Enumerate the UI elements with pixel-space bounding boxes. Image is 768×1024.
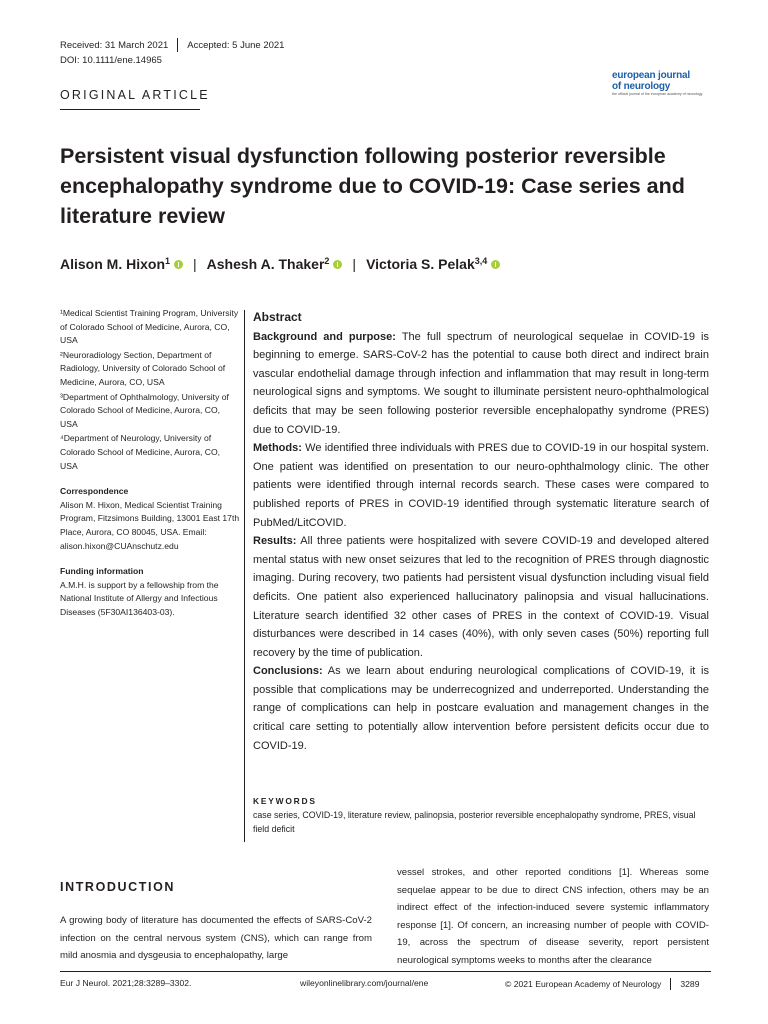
correspondence-text: Alison M. Hixon, Medical Scientist Training Program, Fitzsimons Building, 13001 East 17th Place, Aurora, CO 80045, USA. Email: alison.hixon@CUAnschutz.edu (60, 499, 240, 551)
doi[interactable]: DOI: 10.1111/ene.14965 (60, 55, 162, 66)
author-divider: | (193, 256, 197, 272)
section-label: ORIGINAL ARTICLE (60, 88, 210, 102)
page-number: 3289 (680, 979, 700, 989)
abstract-methods: Methods: We identified three individuals with PRES due to COVID-19 in our hospital system. One patient was identified on presentation to our neuro-ophthalmology clinic. The other patients were identified through internal records search. These cases were compared to published reports of PRES in COVID-19 identified through systematic literature search of PubMed/LitCOVID. (253, 442, 709, 529)
affiliation: ³Department of Ophthalmology, University of Colorado School of Medicine, Aurora, CO, USA (60, 391, 229, 429)
author-name[interactable]: Ashesh A. Thaker$^2$ (206, 256, 330, 272)
funding-text: A.M.H. is support by a fellowship from the National Institute of Allergy and Infectious Diseases (5F30AI136403-03). (60, 579, 219, 617)
sidebar-affiliations (60, 307, 240, 619)
footer-right (505, 978, 699, 990)
section-rule (60, 109, 200, 110)
logo-line-2: of neurology (612, 81, 671, 92)
author-name[interactable]: Alison M. Hixon$^1$ (60, 256, 171, 272)
author-list (60, 256, 500, 272)
abstract-results: Results: All three patients were hospitalized with severe COVID-19 and developed altered mental status with new onset seizures that led to the recognition of PRES through diagnostic imaging. During recovery, two patients had persistent visual dysfunction including visual field deficits. One patient also experienced hallucinatory palinopsia and visual hallucinations. Literature search identified 32 other cases of PRES in the context of COVID-19. Visual disturbances were described in 14 cases (40%), with only seven cases (50%) reporting full recovery by the time of publication. (253, 535, 710, 659)
orcid-icon[interactable] (491, 260, 500, 269)
footer-citation: Eur J Neurol. 2021;28:3289–3302. (60, 978, 192, 988)
introduction-column-2: vessel strokes, and other reported conditions [1]. Whereas some sequelae appear to be due to direct CNS infection, others may be an indirect effect of the infection-induced severe systemic inflammatory response [1]. Of concern, an increasing number of people with COVID-19, across the spectrum of disease severity, report persistent neurological symptoms weeks to months after the clearance (397, 867, 709, 966)
column-rule (244, 310, 245, 842)
affiliation: ²Neuroradiology Section, Department of Radiology, University of Colorado School of Medicine, Aurora, CO, USA (60, 349, 226, 387)
abstract (253, 308, 709, 755)
introduction-column-1: A growing body of literature has documented the effects of SARS-CoV-2 infection on the central nervous system (CNS), which can range from mild anosmia and dysgeusia to encephalopathy, large (60, 915, 372, 962)
footer-copyright: © 2021 European Academy of Neurology (505, 979, 662, 989)
footer-url[interactable]: wileyonlinelibrary.com/journal/ene (300, 978, 429, 988)
received-accepted-line (60, 38, 284, 52)
abstract-heading: Abstract (253, 310, 302, 324)
accepted-date: Accepted: 5 June 2021 (187, 39, 285, 51)
received-date: Received: 31 March 2021 (60, 39, 169, 51)
author-divider: | (352, 256, 357, 272)
divider (670, 978, 671, 990)
affiliation: ¹Medical Scientist Training Program, University of Colorado School of Medicine, Aurora, CO, USA (60, 308, 239, 346)
orcid-icon[interactable] (333, 260, 342, 269)
abstract-conclusions: Conclusions: As we learn about enduring neurological complications of COVID-19, it is possible that complications may be underrecognized and underreported. Understanding the range of complications can help in postcare evaluation and management changes in the critical care setting to potentially allow intervention before persistent deficits occur due to COVID-19. (253, 665, 709, 752)
article-title: Persistent visual dysfunction following posterior reversible encephalopathy syndrome due to COVID-19: Case series and literature review (60, 144, 685, 228)
introduction-heading: INTRODUCTION (60, 880, 176, 894)
journal-logo (612, 70, 722, 97)
keywords-text: case series, COVID-19, literature review, palinopsia, posterior reversible encephalopathy syndrome, PRES, visual field deficit (253, 810, 696, 834)
affiliation: ⁴Department of Neurology, University of Colorado School of Medicine, Aurora, CO, USA (60, 433, 221, 471)
divider (177, 38, 178, 52)
logo-line-1: european journal (612, 70, 690, 81)
orcid-icon[interactable] (174, 260, 183, 269)
correspondence-heading: Correspondence (60, 486, 129, 497)
author-name[interactable]: Victoria S. Pelak$^{3,4}$ (366, 256, 488, 272)
abstract-background: Background and purpose: The full spectrum of neurological sequelae in COVID-19 is beginning to emerge. SARS-CoV-2 has the potential to cause both direct and indirect brain vascular endothelial damage through infection and inflammation that may result in long-term neurological signs and symptoms. We sought to illuminate persistent neuro-ophthalmological deficits that may be seen following posterior reversible encephalopathy syndrome (PRES) due to COVID-19. (253, 330, 709, 436)
keywords (253, 794, 709, 836)
footer-rule (60, 971, 711, 972)
logo-tagline: the official journal of the european academy of neurology (612, 92, 703, 96)
keywords-heading: KEYWORDS (253, 796, 317, 806)
funding-heading: Funding information (60, 566, 144, 577)
